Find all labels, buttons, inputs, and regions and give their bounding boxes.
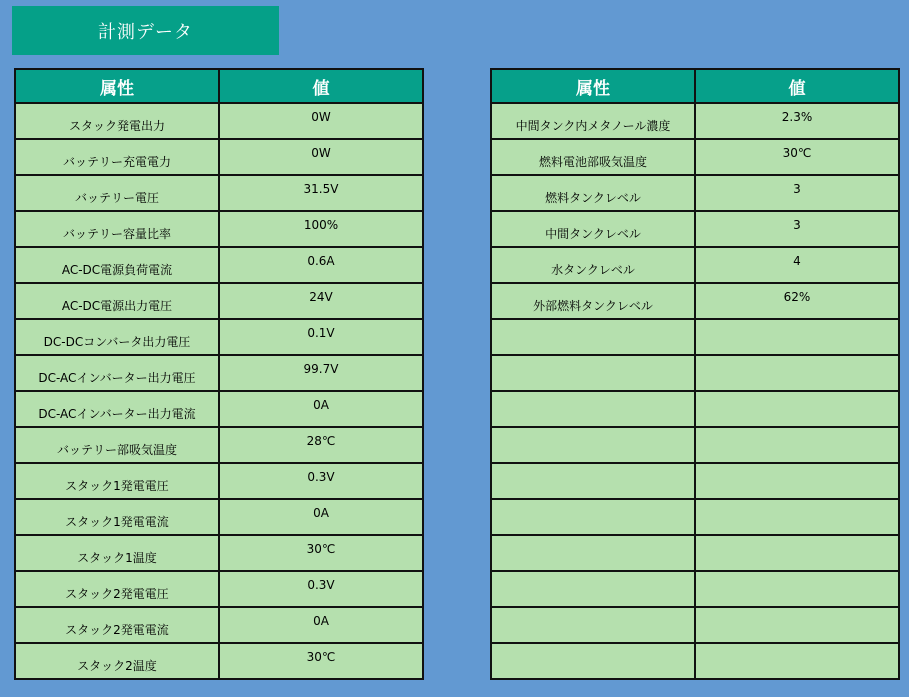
value-cell [219, 355, 423, 391]
value-cell [219, 499, 423, 535]
value-label: 0.3V [307, 578, 335, 592]
table-row [15, 319, 423, 355]
value-cell [219, 643, 423, 679]
column-header-attribute: 属性 [491, 69, 695, 103]
value-cell [219, 535, 423, 571]
value-label: 0W [311, 146, 331, 160]
value-cell [219, 103, 423, 139]
attribute-cell [491, 283, 695, 319]
table-row [491, 247, 899, 283]
attribute-label: DC-DCコンバータ出力電圧 [43, 334, 191, 349]
value-cell [219, 139, 423, 175]
table-row [491, 607, 899, 643]
attribute-label: 水タンクレベル [551, 262, 635, 277]
attribute-cell [15, 499, 219, 535]
attribute-cell [15, 463, 219, 499]
attribute-cell [491, 247, 695, 283]
value-cell [219, 247, 423, 283]
value-cell [219, 283, 423, 319]
table-row [491, 499, 899, 535]
value-label: 0.3V [307, 470, 335, 484]
value-label: 0A [313, 398, 329, 412]
value-label: 2.3% [781, 110, 813, 124]
table-header-row [15, 69, 423, 103]
value-cell [695, 139, 899, 175]
value-cell [695, 535, 899, 571]
table-row [15, 463, 423, 499]
table-row [491, 391, 899, 427]
table-row [15, 535, 423, 571]
attribute-label: スタック1発電電流 [65, 514, 169, 529]
value-label: 0.1V [307, 326, 335, 340]
attribute-cell [15, 355, 219, 391]
value-cell [695, 427, 899, 463]
attribute-cell [491, 103, 695, 139]
value-label: 30℃ [782, 146, 812, 160]
attribute-cell [15, 139, 219, 175]
attribute-label: AC-DC電源出力電圧 [61, 298, 173, 313]
value-label: 0A [313, 614, 329, 628]
table-body [15, 103, 423, 679]
table-row [15, 391, 423, 427]
attribute-cell [15, 607, 219, 643]
value-label: 0A [313, 506, 329, 520]
table-row [491, 319, 899, 355]
table-row [491, 283, 899, 319]
value-label: 0W [311, 110, 331, 124]
table-row [15, 139, 423, 175]
attribute-label: 中間タンクレベル [545, 226, 641, 241]
attribute-label: スタック発電出力 [68, 118, 165, 133]
attribute-cell [491, 499, 695, 535]
attribute-label: バッテリー部吸気温度 [56, 442, 177, 457]
measurement-table-right [490, 68, 900, 680]
attribute-label: AC-DC電源負荷電流 [61, 262, 173, 277]
attribute-label: 燃料タンクレベル [545, 190, 641, 205]
value-cell [219, 175, 423, 211]
table-row [491, 427, 899, 463]
table-row [15, 355, 423, 391]
attribute-label: 中間タンク内メタノール濃度 [515, 118, 671, 133]
table-row [15, 247, 423, 283]
value-label: 100% [303, 218, 339, 232]
value-cell [695, 607, 899, 643]
attribute-cell [491, 355, 695, 391]
value-cell [219, 427, 423, 463]
attribute-cell [15, 211, 219, 247]
attribute-label: 外部燃料タンクレベル [533, 298, 653, 313]
value-label: 31.5V [303, 182, 339, 196]
table-row [15, 571, 423, 607]
measurement-table-left [14, 68, 424, 680]
value-cell [219, 571, 423, 607]
column-header-value: 値 [695, 69, 899, 103]
attribute-cell [491, 643, 695, 679]
value-cell [219, 211, 423, 247]
value-cell [695, 283, 899, 319]
attribute-cell [15, 391, 219, 427]
value-cell [695, 391, 899, 427]
attribute-cell [15, 103, 219, 139]
value-cell [219, 463, 423, 499]
table-header-row [491, 69, 899, 103]
attribute-cell [491, 463, 695, 499]
table-row [15, 283, 423, 319]
attribute-cell [491, 319, 695, 355]
attribute-cell [491, 211, 695, 247]
attribute-cell [491, 391, 695, 427]
value-cell [695, 571, 899, 607]
table-row [15, 211, 423, 247]
value-cell [219, 319, 423, 355]
value-label: 4 [793, 254, 801, 268]
table-row [15, 427, 423, 463]
attribute-cell [15, 283, 219, 319]
table-row [491, 211, 899, 247]
table-row [491, 463, 899, 499]
attribute-cell [15, 571, 219, 607]
attribute-label: 燃料電池部吸気温度 [538, 154, 647, 169]
attribute-label: スタック2温度 [77, 658, 157, 673]
table-body [491, 103, 899, 679]
value-label: 24V [309, 290, 333, 304]
attribute-cell [15, 175, 219, 211]
table-row [15, 175, 423, 211]
value-label: 28℃ [306, 434, 336, 448]
value-label: 0.6A [307, 254, 335, 268]
attribute-cell [491, 427, 695, 463]
value-label: 3 [793, 182, 801, 196]
attribute-cell [491, 139, 695, 175]
attribute-cell [15, 643, 219, 679]
value-label: 30℃ [306, 542, 336, 556]
value-cell [695, 499, 899, 535]
attribute-label: バッテリー電圧 [74, 190, 159, 205]
value-cell [219, 607, 423, 643]
attribute-label: スタック2発電電流 [65, 622, 169, 637]
attribute-label: スタック2発電電圧 [65, 586, 169, 601]
table-row [491, 643, 899, 679]
page-title: 計測データ [12, 6, 279, 55]
value-cell [219, 391, 423, 427]
attribute-label: DC-ACインバーター出力電圧 [38, 370, 196, 385]
value-cell [695, 319, 899, 355]
attribute-cell [491, 535, 695, 571]
value-label: 62% [783, 290, 811, 304]
table-row [491, 535, 899, 571]
table-row [491, 139, 899, 175]
value-cell [695, 211, 899, 247]
attribute-label: DC-ACインバーター出力電流 [38, 406, 196, 421]
attribute-label: バッテリー充電電力 [62, 154, 171, 169]
attribute-cell [15, 247, 219, 283]
table-row [15, 643, 423, 679]
value-cell [695, 103, 899, 139]
attribute-cell [15, 535, 219, 571]
attribute-cell [491, 571, 695, 607]
table-row [491, 355, 899, 391]
value-label: 3 [793, 218, 801, 232]
table-row [491, 103, 899, 139]
attribute-cell [491, 607, 695, 643]
value-cell [695, 463, 899, 499]
table-row [15, 607, 423, 643]
column-header-attribute: 属性 [15, 69, 219, 103]
value-label: 30℃ [306, 650, 336, 664]
attribute-label: スタック1温度 [77, 550, 157, 565]
column-header-value: 値 [219, 69, 423, 103]
table-row [15, 103, 423, 139]
table-row [491, 571, 899, 607]
value-cell [695, 175, 899, 211]
value-cell [695, 247, 899, 283]
table-row [491, 175, 899, 211]
attribute-cell [15, 319, 219, 355]
attribute-label: バッテリー容量比率 [62, 226, 171, 241]
value-cell [695, 643, 899, 679]
value-cell [695, 355, 899, 391]
table-row [15, 499, 423, 535]
value-label: 99.7V [303, 362, 339, 376]
attribute-label: スタック1発電電圧 [65, 478, 169, 493]
attribute-cell [491, 175, 695, 211]
attribute-cell [15, 427, 219, 463]
